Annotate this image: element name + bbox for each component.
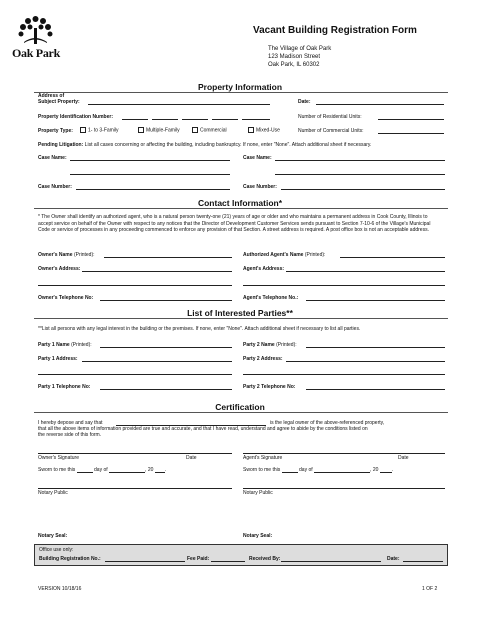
sworn-month-left-field[interactable]	[109, 467, 145, 473]
logo-text: Oak Park	[12, 46, 60, 60]
office-date-field[interactable]	[403, 561, 443, 562]
case-number-right-field[interactable]	[281, 189, 445, 190]
owner-signature-label: Owner's Signature	[38, 455, 79, 461]
notary-seal-left: Notary Seal:	[38, 533, 68, 539]
received-label: Received By:	[249, 556, 281, 562]
owner-address-field-2[interactable]	[38, 285, 232, 286]
party1-name-field[interactable]	[100, 347, 232, 348]
reg-no-label: Building Registration No.:	[39, 556, 101, 562]
address-label-2: Subject Property:	[38, 99, 80, 105]
parties-title: List of Interested Parties**	[187, 308, 293, 318]
case-number-left-label: Case Number:	[38, 184, 72, 190]
notary-public-right-label: Notary Public	[243, 490, 273, 496]
party1-name-label: Party 1 Name (Printed):	[38, 342, 92, 348]
checkbox-mixed-use[interactable]	[248, 127, 254, 133]
residential-units-label: Number of Residential Units:	[298, 114, 362, 120]
pin-field-1[interactable]	[122, 119, 148, 120]
checkbox-commercial[interactable]	[192, 127, 198, 133]
notary-seal-right: Notary Seal:	[243, 533, 273, 539]
agent-phone-field[interactable]	[306, 300, 445, 301]
divider	[34, 208, 448, 209]
notary-public-right-field[interactable]	[243, 488, 445, 489]
commercial-units-field[interactable]	[378, 133, 444, 134]
property-info-title: Property Information	[197, 82, 283, 92]
agent-address-label: Agent's Address:	[243, 266, 285, 272]
pin-field-3[interactable]	[182, 119, 208, 120]
agent-name-label: Authorized Agent's Name (Printed):	[243, 252, 326, 258]
party2-phone-field[interactable]	[306, 389, 445, 390]
office-use-label: Office use only:	[39, 547, 74, 553]
form-title: Vacant Building Registration Form	[253, 25, 417, 36]
owner-date-label: Date	[186, 455, 197, 461]
reg-no-field[interactable]	[105, 561, 185, 562]
divider	[34, 92, 448, 93]
party1-address-field-1[interactable]	[82, 361, 232, 362]
cert-line-3: the reverse side of this form.	[38, 432, 102, 438]
sworn-year-left-field[interactable]	[155, 467, 165, 473]
owner-phone-field[interactable]	[100, 300, 232, 301]
pin-field-4[interactable]	[212, 119, 238, 120]
party2-phone-label: Party 2 Telephone No:	[243, 384, 296, 390]
party2-address-label: Party 2 Address:	[243, 356, 283, 362]
address-label-1: Address of	[38, 93, 65, 99]
agent-address-field-2[interactable]	[243, 285, 445, 286]
certification-title: Certification	[215, 402, 265, 412]
owner-phone-label: Owner's Telephone No:	[38, 295, 94, 301]
received-field[interactable]	[281, 561, 381, 562]
case-name-left-field[interactable]	[70, 160, 230, 161]
party1-phone-field[interactable]	[100, 389, 232, 390]
agent-signature-field[interactable]	[243, 453, 445, 454]
sworn-left: Sworn to me this day of , 20 .	[38, 467, 167, 473]
property-type-label: Property Type:	[38, 128, 73, 134]
sworn-day-right-field[interactable]	[282, 467, 298, 473]
divider	[34, 318, 448, 319]
notary-public-left-field[interactable]	[38, 488, 232, 489]
cert-line-1b: is the legal owner of the above-referenced property,	[270, 420, 385, 426]
contact-note: * The Owner shall identify an authorized agent, who is a natural person twenty-one (21) years of age or older and who maintains a permanent address in Cook County, Illinois to accept service on behalf of the Owner with respect to any notices that the Director of Development Customer Services sends pursuant to Section 7-10-6 of the Village's Municipal Code or service of processes in any proceeding commenced to enforce any provision of that Section. A street address is required. A post office box is not an acceptable address.	[38, 214, 431, 233]
subject-property-field[interactable]	[88, 104, 270, 105]
case-name-left-field-2[interactable]	[70, 174, 230, 175]
case-number-left-field[interactable]	[76, 189, 230, 190]
sworn-year-right-field[interactable]	[380, 467, 392, 473]
contact-info-title: Contact Information*	[197, 198, 283, 208]
commercial-units-label: Number of Commercial Units:	[298, 128, 364, 134]
date-label: Date:	[298, 99, 311, 105]
pin-field-2[interactable]	[152, 119, 178, 120]
oak-park-logo	[12, 16, 62, 60]
agent-name-field[interactable]	[340, 257, 445, 258]
cert-line-1a: I hereby depose and say that	[38, 420, 103, 426]
case-name-left-label: Case Name:	[38, 155, 67, 161]
sworn-day-left-field[interactable]	[77, 467, 93, 473]
owner-address-label: Owner's Address:	[38, 266, 81, 272]
party2-address-field-1[interactable]	[286, 361, 445, 362]
owner-name-field[interactable]	[104, 257, 232, 258]
date-field[interactable]	[316, 104, 444, 105]
owner-name-label: Owner's Name (Printed):	[38, 252, 95, 258]
pending-label: Pending Litigation:	[38, 142, 84, 148]
address-line-3: Oak Park, IL 60302	[268, 62, 320, 68]
party2-name-label: Party 2 Name (Printed):	[243, 342, 297, 348]
pin-label: Property Identification Number:	[38, 114, 114, 120]
office-date-label: Date:	[387, 556, 400, 562]
pending-text: List all cases concerning or affecting the building, including bankruptcy. If none, enter "None". Attach additional sheet if necessary.	[84, 142, 372, 148]
sworn-right: Sworn to me this day of , 20 .	[243, 467, 394, 473]
party2-address-field-2[interactable]	[243, 374, 445, 375]
type-option-3[interactable]: Commercial	[192, 127, 227, 133]
agent-phone-label: Agent's Telephone No.:	[243, 295, 299, 301]
page-number: 1 OF 2	[422, 586, 438, 592]
type-option-1[interactable]: 1- to 3-Family	[80, 127, 119, 133]
cert-line-2: that all the above items of information provided are true and accurate, and that I have read, understand and agree to abide by the conditions listed on	[38, 426, 368, 432]
case-name-right-field-2[interactable]	[275, 174, 445, 175]
owner-signature-field[interactable]	[38, 453, 232, 454]
parties-note: **List all persons with any legal interest in the building or the premises. If none, enter "None". Attach additional sheet if necessary to list all parties.	[38, 326, 361, 332]
residential-units-field[interactable]	[378, 119, 444, 120]
type-option-4[interactable]: Mixed-Use	[248, 127, 280, 133]
case-name-right-field[interactable]	[275, 160, 445, 161]
agent-address-field-1[interactable]	[286, 271, 445, 272]
sworn-month-right-field[interactable]	[314, 467, 370, 473]
address-line-2: 123 Madison Street	[268, 54, 321, 60]
notary-public-left-label: Notary Public	[38, 490, 68, 496]
tree-icon	[18, 16, 54, 46]
fee-field[interactable]	[211, 561, 245, 562]
party1-phone-label: Party 1 Telephone No:	[38, 384, 91, 390]
case-name-right-label: Case Name:	[243, 155, 272, 161]
pending-litigation	[38, 142, 452, 148]
party1-address-field-2[interactable]	[38, 374, 232, 375]
pin-field-5[interactable]	[242, 119, 270, 120]
address-line-1: The Village of Oak Park	[268, 46, 332, 52]
owner-address-field-1[interactable]	[82, 271, 232, 272]
fee-label: Fee Paid:	[187, 556, 210, 562]
version-label: VERSION 10/18/16	[38, 586, 82, 592]
checkbox-multiple-family[interactable]	[138, 127, 144, 133]
case-number-right-label: Case Number:	[243, 184, 277, 190]
office-use-box	[34, 544, 448, 566]
agent-signature-label: Agent's Signature	[243, 455, 283, 461]
agent-date-label: Date	[398, 455, 409, 461]
checkbox-1-3-family[interactable]	[80, 127, 86, 133]
party1-address-label: Party 1 Address:	[38, 356, 78, 362]
type-option-2[interactable]: Multiple-Family	[138, 127, 180, 133]
party2-name-field[interactable]	[306, 347, 445, 348]
divider	[34, 412, 448, 413]
